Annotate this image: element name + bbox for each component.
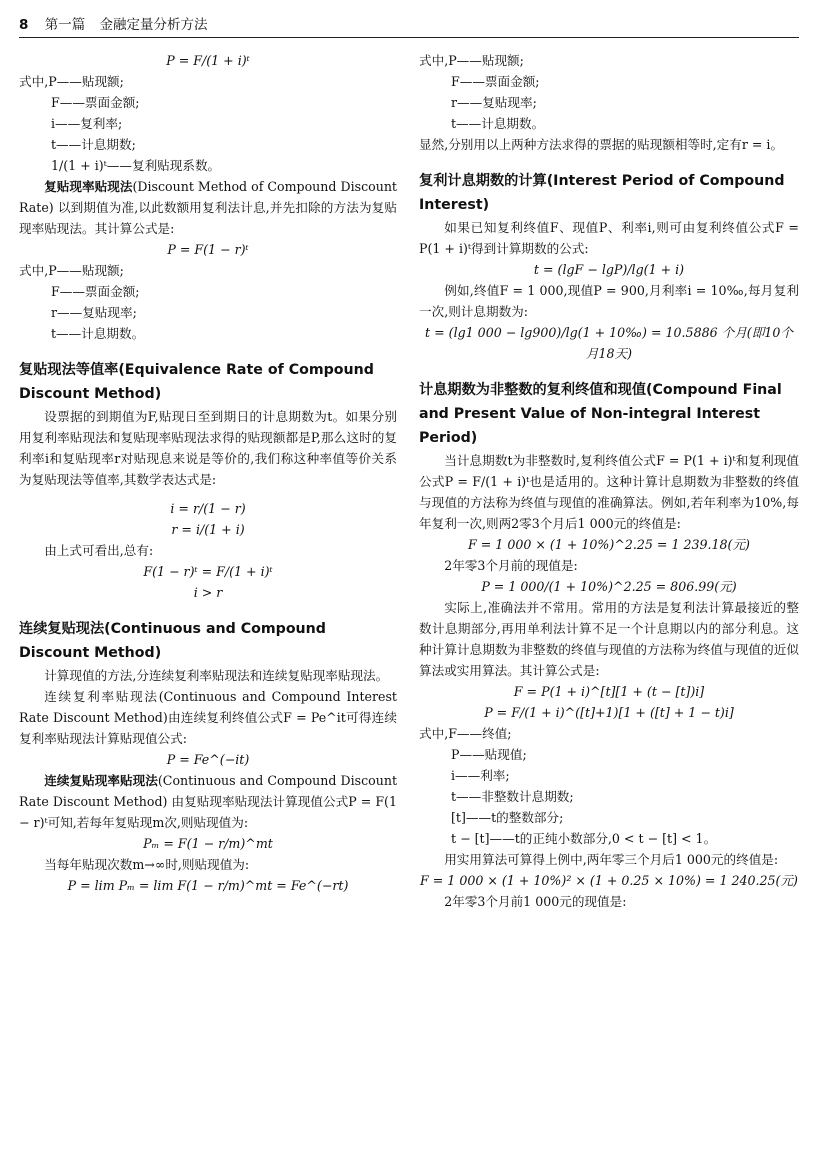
formula-practical-present-value: P = F/(1 + i)^([t]+1)[1 + ([t] + 1 − t)i] <box>484 705 734 720</box>
formula-variable-intro: 式中,F——终值; <box>419 726 512 741</box>
formula-i-from-r: i = r/(1 − r) <box>170 501 246 516</box>
equivalence-conclusion: 显然,分别用以上两种方法求得的票据的贴现额相等时,定有r = i。 <box>419 137 784 152</box>
variable-definition: t——计息期数; <box>51 137 136 152</box>
approximate-method-paragraph: 实际上,准确法并不常用。常用的方法是复利法计算最接近的整数计息期部分,再用单利法计算不足一个计息期以内的部分利息。这种计算计息期数为非整数的终值与现值的方法称为终值与现值的近似算法或实用算法。其计算公式是: <box>419 600 799 678</box>
formula-exact-final-value: F = 1 000 × (1 + 10%)^2.25 = 1 239.18(元) <box>468 537 750 552</box>
discount-coefficient <box>19 155 397 176</box>
present-value-closing: 2年零3个月前1 000元的现值是: <box>444 894 627 909</box>
formula-equivalence: F(1 − r)ᵗ = F/(1 + i)ᵗ <box>143 564 273 579</box>
formula-variable-intro: 式中,P——贴现额; <box>19 74 124 89</box>
page-header <box>19 13 799 38</box>
variable-definition: F——票面金额; <box>51 284 140 299</box>
conclusion-text: 由上式可看出,总有: <box>44 543 154 558</box>
section-heading-continuous-discount: 连续复贴现法(Continuous and Compound Discount Method) <box>19 621 326 661</box>
example-paragraph: 例如,终值F = 1 000,现值P = 900,月利率i = 10‰,每月复利一次,则计息期数为: <box>419 283 799 319</box>
variable-definition: [t]——t的整数部分; <box>451 810 564 825</box>
limit-paragraph: 当每年贴现次数m→∞时,则贴现值为: <box>44 857 250 872</box>
paragraph-text: (Continuous and Compound Discount Rate Discount Method) 由复贴现率贴现法计算现值公式P = F(1 − r)ᵗ可知,若每年复贴现m次,则贴现值为: <box>19 773 398 830</box>
page-number: 8 <box>19 17 29 33</box>
variable-definition: i——利率; <box>451 768 510 783</box>
term-continuous-discount-rate: 连续复贴现率贴现法 <box>44 773 158 788</box>
formula-practical-example-result: F = 1 000 × (1 + 10%)² × (1 + 0.25 × 10%) = 1 240.25(元) <box>420 873 798 888</box>
left-column <box>19 50 397 1160</box>
term-compound-discount-rate: 复贴现率贴现法 <box>44 179 133 194</box>
variable-definition: t——非整数计息期数; <box>451 789 574 804</box>
present-value-intro: 2年零3个月前的现值是: <box>444 558 578 573</box>
formula-continuous-interest: P = Fe^(−it) <box>166 752 250 767</box>
continuous-interest-paragraph: 连续复利率贴现法(Continuous and Compound Interest Rate Discount Method)由连续复利终值公式F = Pe^it可得连续复利率贴现法计算贴现值公式: <box>19 689 397 746</box>
section-heading-interest-period: 复利计息期数的计算(Interest Period of Compound Interest) <box>419 173 785 213</box>
variable-definition: P——贴现值; <box>451 747 527 762</box>
formula-compound-discount: P = F/(1 + i)ᵗ <box>166 53 250 68</box>
formula-example-result: t = (lg1 000 − lg900)/lg(1 + 10‰) = 10.5886 个月(即10个月18天) <box>425 325 793 361</box>
formula-practical-final-value: F = P(1 + i)^[t][1 + (t − [t])i] <box>513 684 705 699</box>
compound-discount-rate-paragraph <box>19 176 397 239</box>
variable-definition: r——复贴现率; <box>451 95 537 110</box>
right-column <box>419 50 799 1160</box>
formula-variable-intro: 式中,P——贴现额; <box>19 263 124 278</box>
book-title: 金融定量分析方法 <box>99 17 208 33</box>
variable-definition: F——票面金额; <box>51 95 140 110</box>
variable-definition: F——票面金额; <box>451 74 540 89</box>
non-integral-paragraph: 当计息期数t为非整数时,复利终值公式F = P(1 + i)ᵗ和复利现值公式P = F/(1 + i)ᵗ也是适用的。这种计算计息期数为非整数的终值与现值的方法称为终值与现值的准确算法。例如,若年利率为10%,每年复利一次,则两2零3个月后1 000元的终值是: <box>419 453 799 531</box>
formula-inequality: i > r <box>193 585 223 600</box>
formula-discount-rate: P = F(1 − r)ᵗ <box>167 242 249 257</box>
paragraph-text: (Discount Method of Compound Discount Rate) 以到期值为准,以此数额用复利法计息,并先扣除的方法为复贴现率贴现法。其计算公式是: <box>19 179 397 236</box>
formula-m-times: Pₘ = F(1 − r/m)^mt <box>143 836 273 851</box>
formula-limit: P = lim Pₘ = lim F(1 − r/m)^mt = Fe^(−rt) <box>67 878 349 893</box>
interest-period-paragraph: 如果已知复利终值F、现值P、利率i,则可由复利终值公式F = P(1 + i)ᵗ得到计算期数的公式: <box>419 220 799 256</box>
variable-definition: i——复利率; <box>51 116 123 131</box>
part-title: 第一篇 <box>44 17 86 33</box>
variable-definition: t——计息期数。 <box>51 326 145 341</box>
formula-r-from-i: r = i/(1 + i) <box>171 522 245 537</box>
formula-period-count: t = (lgF − lgP)/lg(1 + i) <box>533 262 685 277</box>
formula-variable-intro: 式中,P——贴现额; <box>419 53 524 68</box>
coefficient-label: ——复利贴现系数。 <box>106 158 221 173</box>
variable-definition: t − [t]——t的正纯小数部分,0 < t − [t] < 1。 <box>451 831 717 846</box>
section-heading-equivalence-rate: 复贴现法等值率(Equivalence Rate of Compound Discount Method) <box>19 362 374 402</box>
variable-definition: t——计息期数。 <box>451 116 545 131</box>
section-heading-non-integral-period: 计息期数为非整数的复利终值和现值(Compound Final and Present Value of Non-integral Interest Period) <box>419 382 782 446</box>
equivalence-rate-paragraph: 设票据的到期值为F,贴现日至到期日的计息期数为t。如果分别用复利率贴现法和复贴现率贴现法求得的贴现额都是P,那么这时的复利率i和复贴现率r对贴现息来说是等价的,我们称这种率值等价关系为复贴现法等值率,其数学表达式是: <box>19 409 397 487</box>
continuous-discount-paragraph: 计算现值的方法,分连续复利率贴现法和连续复贴现率贴现法。 <box>44 668 389 683</box>
formula-exact-present-value: P = 1 000/(1 + 10%)^2.25 = 806.99(元) <box>481 579 737 594</box>
continuous-rate-paragraph <box>19 770 397 833</box>
coefficient-formula: 1/(1 + i)ᵗ <box>51 158 107 173</box>
practical-example-paragraph: 用实用算法可算得上例中,两年零三个月后1 000元的终值是: <box>444 852 779 867</box>
variable-definition: r——复贴现率; <box>51 305 137 320</box>
